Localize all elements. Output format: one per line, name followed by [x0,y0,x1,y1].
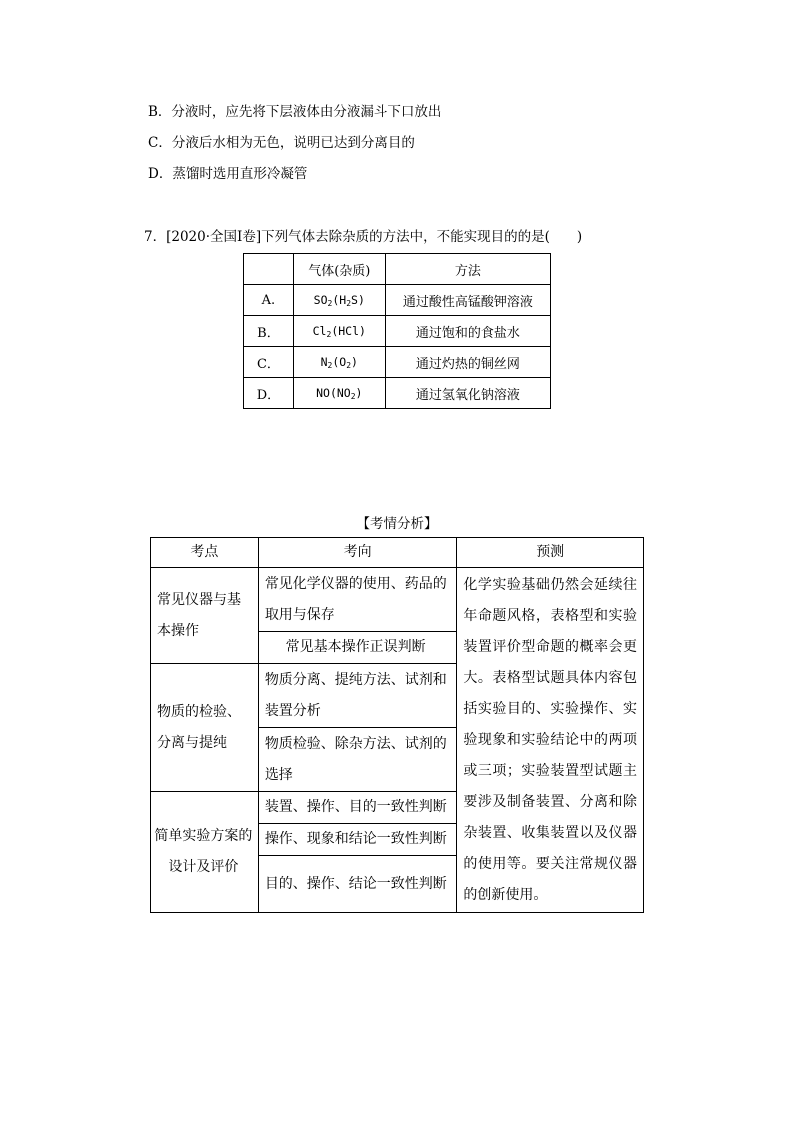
prediction-text: 化学实验基础仍然会延续往年命题风格，表格型和实验装置评价型命题的概率会更大。表格型试题具体内容包括实验目的、实验操作、实验现象和实验结论中的两项或三项；实验装置型试题主要涉及制备装置、分离和除杂装置、收集装置以及仪器的使用等。要关注常规仪器的创新使用。 [457,568,644,913]
exam-direction: 目的、操作、结论一致性判断 [258,856,457,913]
option-d: D．蒸馏时选用直形冷凝管 [148,166,308,182]
gas-formula: $Cl_2(HCl)$ [293,316,385,347]
header-prediction: 预测 [457,538,644,568]
header-gas: 气体(杂质) [293,254,385,285]
header-blank [244,254,294,285]
method-text: 通过酸性高锰酸钾溶液 [385,285,550,316]
row-letter: A. [244,285,294,316]
method-text: 通过灼热的铜丝网 [385,347,550,378]
header-method: 方法 [385,254,550,285]
exam-direction: 装置、操作、目的一致性判断 [258,792,457,824]
method-text: 通过饱和的食盐水 [385,316,550,347]
option-b: B．分液时，应先将下层液体由分液漏斗下口放出 [148,104,442,120]
analysis-title: 【考情分析】 [356,516,438,532]
exam-point: 常见仪器与基本操作 [151,568,259,664]
table-row [244,347,551,378]
exam-direction: 操作、现象和结论一致性判断 [258,824,457,856]
exam-direction: 物质检验、除杂方法、试剂的选择 [258,728,457,792]
table-row [244,316,551,347]
gas-impurity-table [243,253,551,409]
analysis-table [150,537,644,913]
question-7-stem: 7．[2020·全国Ⅰ卷]下列气体去除杂质的方法中，不能实现目的的是( ) [144,229,583,245]
table-row [151,568,644,632]
exam-direction: 物质分离、提纯方法、试剂和装置分析 [258,664,457,728]
analysis-header-row [151,538,644,568]
exam-point: 物质的检验、分离与提纯 [151,664,259,792]
exam-point: 简单实验方案的设计及评价 [151,792,259,913]
table-row [244,285,551,316]
header-direction: 考向 [258,538,457,568]
exam-direction: 常见基本操作正误判断 [258,632,457,664]
exam-direction: 常见化学仪器的使用、药品的取用与保存 [258,568,457,632]
table-header-row [244,254,551,285]
row-letter: C． [244,347,294,378]
method-text: 通过氢氧化钠溶液 [385,378,550,409]
gas-formula: $NO(NO_2)$ [293,378,385,409]
row-letter: D． [244,378,294,409]
gas-formula: $N_2(O_2)$ [293,347,385,378]
gas-formula: $SO_2(H_2S)$ [293,285,385,316]
row-letter: B． [244,316,294,347]
table-row [244,378,551,409]
option-c: C．分液后水相为无色，说明已达到分离目的 [148,135,415,151]
header-point: 考点 [151,538,259,568]
